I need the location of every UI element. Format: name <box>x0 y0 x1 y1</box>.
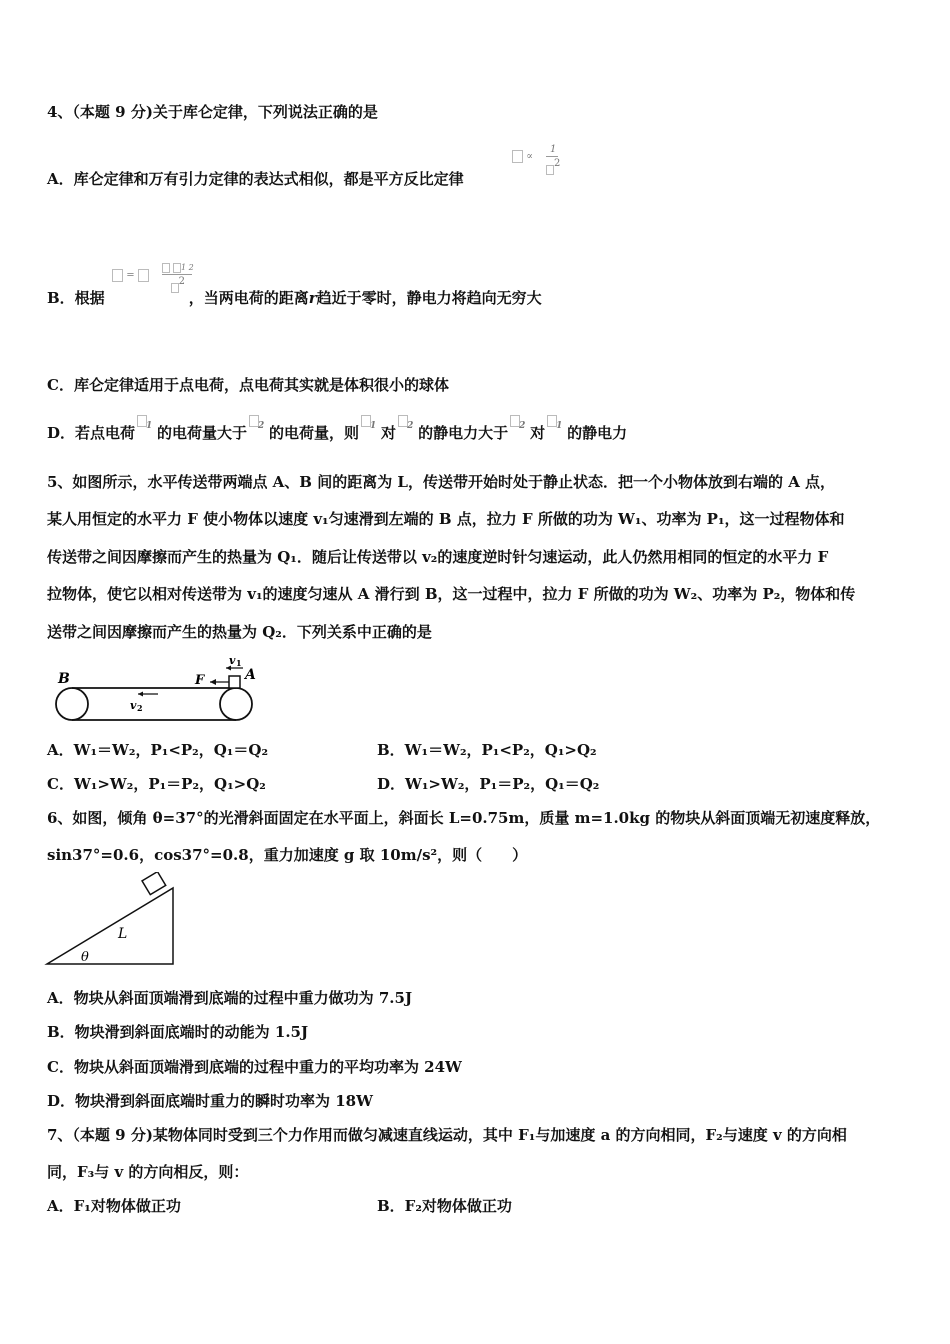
charge-sub: 2 <box>407 421 414 431</box>
q5-option-a: A．W₁＝W₂，P₁<P₂，Q₁＝Q₂ <box>47 741 269 759</box>
charge-symbol <box>135 423 157 441</box>
right-pulley <box>220 688 252 720</box>
label-v2-sub: 2 <box>137 703 143 713</box>
charge-symbol <box>247 423 269 441</box>
q5-option-c: C．W₁>W₂，P₁＝P₂，Q₁>Q₂ <box>47 775 266 793</box>
charge-sub: 1 <box>146 421 153 431</box>
prop-symbol: ∝ <box>526 151 533 162</box>
charge-sub: 2 <box>258 421 265 431</box>
label-v1-sub: 1 <box>236 658 242 668</box>
charge-symbol <box>545 423 567 441</box>
q4-d-part: 对 <box>381 424 397 442</box>
q4-d-part: 的静电力大于 <box>418 424 509 442</box>
q4-option-d <box>47 423 627 443</box>
v2-arrowhead <box>138 692 143 697</box>
charge-symbol <box>508 423 530 441</box>
label-f: F <box>195 673 205 688</box>
q4-d-part: D．若点电荷 <box>47 424 136 442</box>
fraction-num-subs: 1 2 <box>181 263 194 272</box>
q6-option-c: C．物块从斜面顶端滑到底端的过程中重力的平均功率为 24W <box>47 1058 462 1076</box>
q5-line: 拉物体，使它以相对传送带为 v₁的速度匀速从 A 滑行到 B，这一过程中，拉力 F 所做的功为 W₂、功率为 P₂，物体和传 <box>47 585 856 603</box>
q5-line: 传送带之间因摩擦而产生的热量为 Q₁．随后让传送带以 v₂的速度逆时针匀速运动，此人仍然用相同的恒定的水平力 F <box>47 548 829 566</box>
label-theta: θ <box>81 950 89 965</box>
q4-d-part: 对 <box>530 424 546 442</box>
charge-sub: 1 <box>556 421 563 431</box>
fraction-den-exp: 2 <box>178 276 186 287</box>
q6-option-d: D．物块滑到斜面底端时重力的瞬时功率为 18W <box>47 1092 373 1110</box>
q4-option-a: A．库仑定律和万有引力定律的表达式相似，都是平方反比定律 <box>47 170 464 188</box>
charge-sub: 2 <box>519 421 526 431</box>
label-a: A <box>245 667 256 683</box>
q4-b-suffix-2: 趋近于零时，静电力将趋向无穷大 <box>316 289 542 307</box>
q7-line-2: 同，F₃与 v 的方向相反，则： <box>47 1163 249 1181</box>
q7-option-b: B．F₂对物体做正功 <box>377 1197 512 1215</box>
q4-b-formula <box>112 269 149 282</box>
label-b: B <box>58 671 70 687</box>
q4-d-part: 的电荷量大于 <box>157 424 248 442</box>
q7-option-a: A．F₁对物体做正功 <box>47 1197 181 1215</box>
q4-d-part: 的电荷量，则 <box>269 424 360 442</box>
incline-figure <box>44 872 184 968</box>
conveyor-belt-figure <box>40 652 270 732</box>
q6-line-2: sin37°=0.6，cos37°=0.8，重力加速度 g 取 10m/s²，则（ ） <box>47 846 528 864</box>
left-pulley <box>56 688 88 720</box>
q5-option-b: B．W₁＝W₂，P₁<P₂，Q₁>Q₂ <box>377 741 597 759</box>
formula-placeholder-icon <box>173 263 181 273</box>
q5-line: 5、如图所示，水平传送带两端点 A、B 间的距离为 L，传送带开始时处于静止状态．把一个小物体放到右端的 A 点， <box>47 473 836 491</box>
q7-line-1: 7、（本题 9 分)某物体同时受到三个力作用而做匀减速直线运动，其中 F₁与加速度 a 的方向相同，F₂与速度 v 的方向相 <box>47 1126 847 1144</box>
q4-d-part: 的静电力 <box>567 424 628 442</box>
fraction-num <box>162 262 194 273</box>
force-arrowhead <box>210 679 216 685</box>
formula-placeholder-icon <box>512 150 523 163</box>
q4-stem: 4、（本题 9 分)关于库仑定律，下列说法正确的是 <box>47 103 378 121</box>
fraction-bar <box>546 156 558 157</box>
fraction-den-exp: 2 <box>554 158 561 169</box>
q5-line: 送带之间因摩擦而产生的热量为 Q₂．下列关系中正确的是 <box>47 623 432 641</box>
q4-b-suffix-1: ，当两电荷的距离 <box>188 289 309 307</box>
charge-symbol <box>396 423 418 441</box>
q6-line-1: 6、如图，倾角 θ=37°的光滑斜面固定在水平面上，斜面长 L=0.75m，质量 m=1.0kg 的物块从斜面顶端无初速度释放， <box>47 809 881 827</box>
label-l: L <box>118 926 128 942</box>
q4-a-fraction <box>546 144 560 175</box>
fraction-bar <box>162 274 192 275</box>
q6-option-b: B．物块滑到斜面底端时的动能为 1.5J <box>47 1023 309 1041</box>
incline-triangle <box>47 888 173 964</box>
charge-symbol <box>359 423 381 441</box>
q5-option-d: D．W₁>W₂，P₁＝P₂，Q₁＝Q₂ <box>377 775 600 793</box>
incline-block <box>142 872 166 895</box>
formula-placeholder-icon <box>112 269 123 282</box>
formula-placeholder-icon <box>546 165 554 175</box>
label-v1: v <box>229 654 236 667</box>
formula-placeholder-icon <box>138 269 149 282</box>
q5-line: 某人用恒定的水平力 F 使小物体以速度 v₁匀速滑到左端的 B 点，拉力 F 所做的功为 W₁、功率为 P₁，这一过程物体和 <box>47 510 845 528</box>
block <box>142 872 166 895</box>
block <box>229 676 240 688</box>
fraction-den <box>546 158 560 175</box>
formula-placeholder-icon <box>162 263 170 273</box>
q4-a-formula <box>512 150 533 163</box>
eq-symbol: = <box>126 270 135 281</box>
q6-option-a: A．物块从斜面顶端滑到底端的过程中重力做功为 7.5J <box>47 989 413 1007</box>
q4-option-c: C．库仑定律适用于点电荷，点电荷其实就是体积很小的球体 <box>47 376 449 394</box>
q4-b-prefix: B．根据 <box>47 289 105 307</box>
angle-arc <box>91 936 95 964</box>
q4-option-b <box>47 288 542 308</box>
label-v2: v <box>130 699 137 712</box>
charge-sub: 1 <box>370 421 377 431</box>
fraction-num: 1 <box>550 144 557 155</box>
q4-b-r: r <box>308 289 317 307</box>
